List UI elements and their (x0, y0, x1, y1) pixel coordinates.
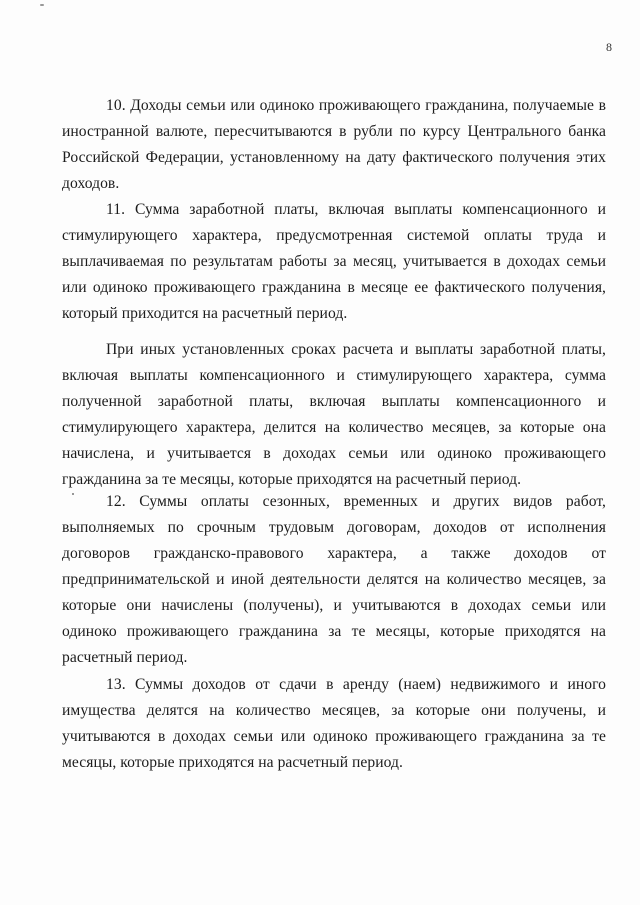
scan-speck (72, 493, 74, 495)
paragraph-12 (62, 489, 606, 671)
paragraph-text: При иных установленных сроках расчета и выплаты заработной платы, включая выплаты компенсационного и стимулирующего характера, сумма полученной заработной платы, включая выплаты компенсационного и стимулирующего характера, делится на количество месяцев, за которые она начислена, и учитывается в доходах семьи или одиноко проживающего гражданина за те месяцы, которые приходятся на расчетный период. (62, 341, 606, 488)
paragraph-text: 11. Сумма заработной платы, включая выплаты компенсационного и стимулирующего характера, предусмотренная системой оплаты труда и выплачиваемая по результатам работы за месяц, учитывается в доходах семьи или одиноко проживающего гражданина в месяце ее фактического получения, который приходится на расчетный период. (62, 201, 606, 322)
paragraph-11-continued (62, 337, 606, 493)
paragraph-text: 13. Суммы доходов от сдачи в аренду (наем) недвижимого и иного имущества делятся на количество месяцев, за которые они получены, и учитываются в доходах семьи или одиноко проживающего гражданина за те месяцы, которые приходятся на расчетный период. (62, 676, 606, 771)
paragraph-text: 10. Доходы семьи или одиноко проживающего гражданина, получаемые в иностранной валюте, пересчитываются в рубли по курсу Центрального банка Российской Федерации, установленному на дату фактического получения этих доходов. (62, 97, 606, 192)
paragraph-13 (62, 672, 606, 776)
page-number: 8 (606, 40, 612, 54)
paragraph-10 (62, 93, 606, 197)
scan-speck (40, 4, 44, 6)
paragraph-text: 12. Суммы оплаты сезонных, временных и других видов работ, выполняемых по срочным трудовым договорам, доходов от исполнения договоров гражданско-правового характера, а также доходов от предпринимательской и иной деятельности делятся на количество месяцев, за которые они начислены (получены), и учитываются в доходах семьи или одиноко проживающего гражданина за те месяцы, которые приходятся на расчетный период. (62, 493, 606, 666)
paragraph-11 (62, 197, 606, 327)
